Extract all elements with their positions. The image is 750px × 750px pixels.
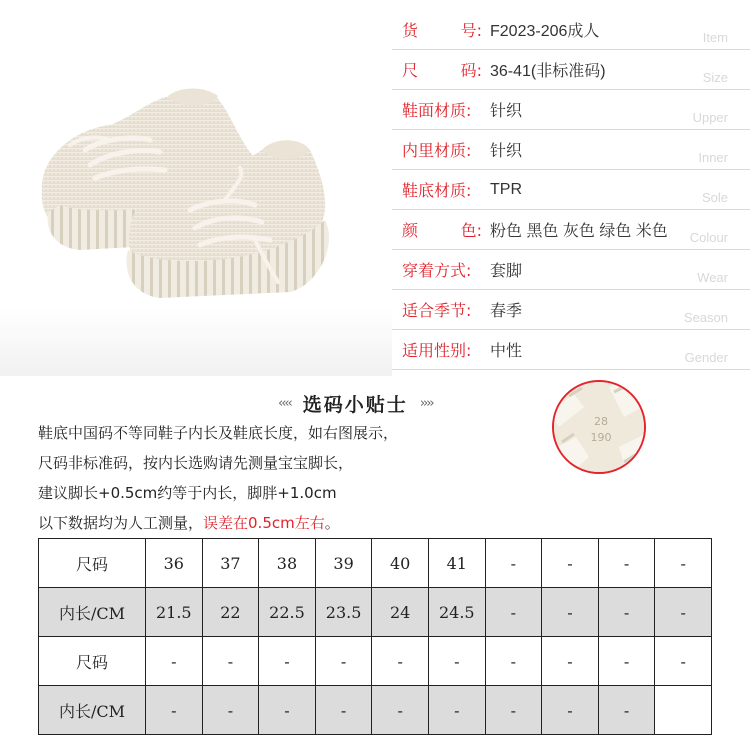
table-cell: 24.5: [428, 588, 485, 637]
table-cell: -: [146, 686, 203, 735]
spec-row-sole: [392, 170, 750, 210]
row-header: 尺码: [39, 539, 146, 588]
spec-english-watermark: Sole: [701, 190, 728, 205]
chevrons-left-icon: ‹‹‹‹: [278, 395, 291, 411]
table-cell: -: [542, 686, 599, 735]
table-cell: -: [542, 637, 599, 686]
row-header: 内长/CM: [39, 686, 146, 735]
sole-pattern-icon: [554, 382, 646, 474]
table-cell: 39: [315, 539, 372, 588]
table-cell: -: [655, 539, 712, 588]
spec-value: 中性: [490, 343, 523, 360]
tip-line: 建议脚长+0.5cm约等于内长，脚胖+1.0cm: [38, 484, 337, 502]
table-row: [39, 539, 712, 588]
tips-text: [38, 418, 398, 538]
table-row: [39, 686, 712, 735]
table-cell: 24: [372, 588, 429, 637]
table-row: [39, 588, 712, 637]
table-cell: 22.5: [259, 588, 316, 637]
table-cell: -: [315, 637, 372, 686]
table-cell: -: [202, 686, 259, 735]
table-cell: 21.5: [146, 588, 203, 637]
table-cell: 38: [259, 539, 316, 588]
table-cell: [655, 686, 712, 735]
chevrons-right-icon: ››››: [419, 395, 433, 411]
spec-value: 春季: [490, 303, 523, 320]
spec-label: 穿着方式:: [402, 261, 472, 280]
table-cell: -: [259, 637, 316, 686]
table-cell: -: [598, 588, 655, 637]
spec-label: 码:: [460, 61, 482, 80]
tip-line: [38, 508, 398, 538]
table-cell: -: [598, 539, 655, 588]
spec-value: F2023-206成人: [490, 23, 600, 40]
sole-size-mark: 28: [594, 415, 608, 428]
table-cell: -: [315, 686, 372, 735]
spec-label: 鞋面材质:: [402, 101, 472, 120]
spec-row-item: [392, 10, 750, 50]
spec-value: 针织: [490, 143, 523, 160]
spec-value: 套脚: [490, 263, 523, 280]
table-cell: -: [485, 686, 542, 735]
shoe-illustration: [0, 0, 392, 376]
table-cell: -: [485, 637, 542, 686]
tips-heading: 选码小贴士: [302, 393, 408, 416]
table-cell: -: [428, 637, 485, 686]
sole-length-mark: 190: [590, 431, 612, 444]
sole-closeup-image: [552, 380, 646, 474]
table-cell: 36: [146, 539, 203, 588]
table-row: [39, 637, 712, 686]
spec-value: TPR: [490, 180, 522, 198]
spec-english-watermark: Item: [702, 30, 728, 45]
spec-value: 36-41(非标准码): [490, 63, 606, 80]
tip-line: 鞋底中国码不等同鞋子内长及鞋底长度，如右图展示，: [38, 424, 399, 442]
table-cell: -: [428, 686, 485, 735]
spec-row-colour: [392, 210, 750, 250]
table-cell: -: [655, 588, 712, 637]
table-cell: 22: [202, 588, 259, 637]
spec-english-watermark: Colour: [689, 230, 728, 245]
table-cell: -: [372, 686, 429, 735]
spec-value: 粉色 黑色 灰色 绿色 米色: [490, 223, 668, 240]
spec-row-size: [392, 50, 750, 90]
spec-value: 针织: [490, 103, 523, 120]
spec-label: 适合季节:: [402, 301, 472, 320]
tip-period: 。: [324, 514, 340, 532]
table-cell: 41: [428, 539, 485, 588]
spec-label: 鞋底材质:: [402, 181, 472, 200]
table-cell: -: [655, 637, 712, 686]
spec-row-gender: [392, 330, 750, 370]
tip-error-note: 误差在0.5cm左右: [203, 514, 325, 532]
spec-label: 尺: [402, 61, 419, 80]
spec-english-watermark: Gender: [684, 350, 728, 365]
tip-line: 尺码非标准码，按内长选购请先测量宝宝脚长，: [38, 454, 354, 472]
table-cell: -: [485, 588, 542, 637]
table-cell: -: [542, 588, 599, 637]
spec-row-inner: [392, 130, 750, 170]
spec-label: 适用性别:: [402, 341, 472, 360]
table-cell: 37: [202, 539, 259, 588]
spec-label: 号:: [460, 21, 482, 40]
spec-english-watermark: Season: [683, 310, 728, 325]
spec-row-wear: [392, 250, 750, 290]
table-cell: -: [598, 686, 655, 735]
row-header: 内长/CM: [39, 588, 146, 637]
table-cell: -: [202, 637, 259, 686]
table-cell: -: [372, 637, 429, 686]
spec-label: 内里材质:: [402, 141, 472, 160]
spec-row-season: [392, 290, 750, 330]
row-header: 尺码: [39, 637, 146, 686]
size-table: [38, 538, 712, 735]
spec-label: 色:: [460, 221, 482, 240]
spec-english-watermark: Upper: [692, 110, 728, 125]
table-cell: -: [542, 539, 599, 588]
table-cell: 23.5: [315, 588, 372, 637]
spec-list: [392, 10, 750, 370]
spec-row-upper: [392, 90, 750, 130]
table-cell: -: [259, 686, 316, 735]
table-cell: -: [485, 539, 542, 588]
product-photo: [0, 0, 392, 376]
spec-english-watermark: Inner: [698, 150, 728, 165]
table-cell: 40: [372, 539, 429, 588]
table-cell: -: [146, 637, 203, 686]
spec-english-watermark: Wear: [697, 270, 728, 285]
spec-label: 货: [402, 21, 419, 40]
table-cell: -: [598, 637, 655, 686]
spec-english-watermark: Size: [702, 70, 728, 85]
spec-label: 颜: [402, 221, 419, 240]
tip-normal-text: 以下数据均为人工测量，: [38, 514, 204, 532]
